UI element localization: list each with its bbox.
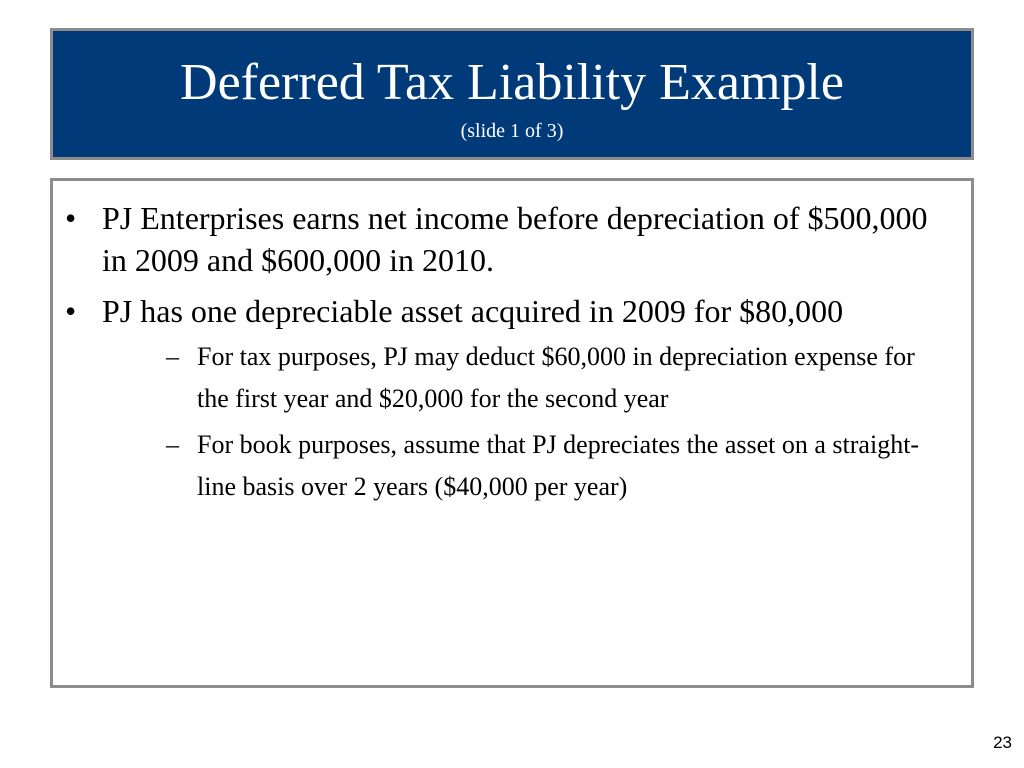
bullet-marker: • xyxy=(65,293,77,329)
bullet-marker: • xyxy=(65,200,77,236)
sub-bullet-marker: – xyxy=(166,430,179,459)
sub-bullet-item xyxy=(102,336,941,420)
bullet-list xyxy=(53,181,971,508)
sub-bullet-text: For tax purposes, PJ may deduct $60,000 in depreciation expense for the first year and $20,000 for the second year xyxy=(197,342,915,413)
slide-subtitle: (slide 1 of 3) xyxy=(460,120,564,142)
bullet-text: PJ Enterprises earns net income before depreciation of $500,000 in 2009 and $600,000 in 2010. xyxy=(102,200,928,278)
sub-bullet-text: For book purposes, assume that PJ depreciates the asset on a straight-line basis over 2 years ($40,000 per year) xyxy=(197,430,920,501)
sub-bullet-list xyxy=(102,336,941,508)
sub-bullet-item xyxy=(102,424,941,508)
sub-bullet-marker: – xyxy=(166,342,179,371)
bullet-item xyxy=(53,197,971,281)
slide-title: Deferred Tax Liability Example xyxy=(180,54,844,111)
bullet-text: PJ has one depreciable asset acquired in 2009 for $80,000 xyxy=(102,293,844,329)
title-box xyxy=(50,28,974,160)
page-number: 23 xyxy=(993,733,1012,752)
content-box xyxy=(50,178,974,688)
bullet-item xyxy=(53,290,971,508)
